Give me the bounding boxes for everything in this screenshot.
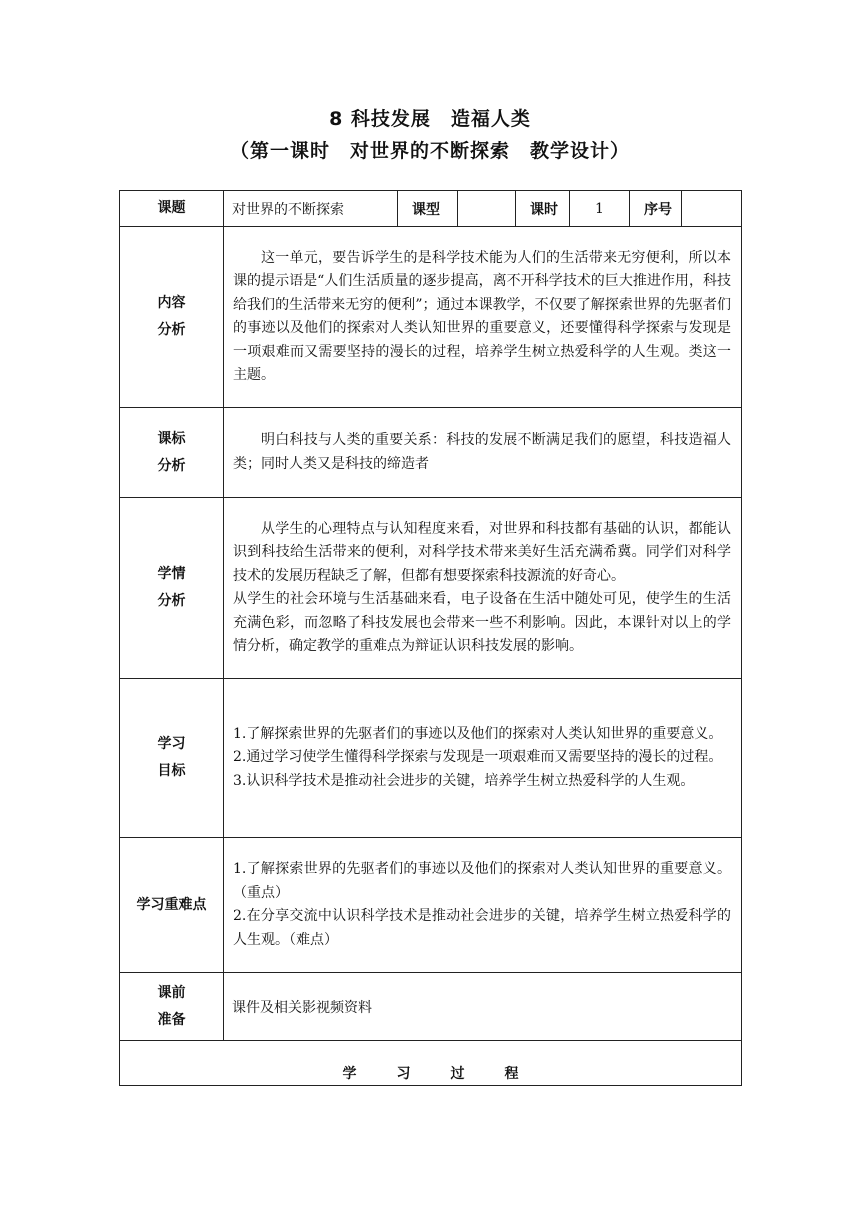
standard-analysis-row [120, 408, 742, 498]
type-label: 课型 [398, 191, 458, 227]
process-heading: 学 习 过 程 [120, 1041, 742, 1086]
key-points-label: 学习重难点 [120, 838, 224, 973]
process-row [120, 1041, 742, 1086]
page-title: 8 科技发展 造福人类 [329, 108, 531, 130]
key-point-item: 2.在分享交流中认识科学技术是推动社会进步的关键，培养学生树立热爱科学的人生观。（难点） [233, 908, 731, 948]
content-analysis-cell [224, 227, 742, 408]
content-analysis-text: 这一单元，要告诉学生的是科学技术能为人们的生活带来无穷便利，所以本课的提示语是“人们生活质量的逐步提高，离不开科学技术的巨大推进作用，科技给我们的生活带来无穷的便利”；通过本课教学，不仅要了解探索世界的先驱者们的事迹以及他们的探索对人类认知世界的重要意义，还要懂得科学探索与发现是一项艰难而又需要坚持的漫长的过程，培养学生树立热爱科学的人生观。类这一主题。 [233, 249, 731, 383]
objective-item: 3.认识科学技术是推动社会进步的关键，培养学生树立热爱科学的人生观。 [233, 772, 695, 789]
hours-label: 课时 [516, 191, 570, 227]
objectives-label: 学习 目标 [120, 679, 224, 838]
content-analysis-row [120, 227, 742, 408]
content-analysis-label: 内容 分析 [120, 227, 224, 408]
seq-value [682, 191, 742, 227]
key-point-item: 1.了解探索世界的先驱者们的事迹以及他们的探索对人类认知世界的重要意义。（重点） [233, 861, 731, 901]
key-points-cell [224, 838, 742, 973]
learner-analysis-text-2: 从学生的社会环境与生活基础来看，电子设备在生活中随处可见，使学生的生活充满色彩，而忽略了科技发展也会带来一些不利影响。因此，本课针对以上的学情分析，确定教学的重难点为辩证认识科技发展的影响。 [233, 591, 731, 654]
learner-analysis-text-1: 从学生的心理特点与认知程度来看，对世界和科技都有基础的认识，都能认识到科技给生活带来的便利，对科学技术带来美好生活充满希冀。同学们对科学技术的发展历程缺乏了解，但都有想要探索科技源流的好奇心。 [233, 520, 731, 584]
objectives-row [120, 679, 742, 838]
header-row [120, 191, 742, 227]
learner-analysis-row [120, 498, 742, 679]
lesson-plan-table [119, 190, 742, 1086]
preparation-label: 课前 准备 [120, 973, 224, 1041]
standard-analysis-label: 课标 分析 [120, 408, 224, 498]
page-subtitle: （第一课时 对世界的不断探索 教学设计） [229, 140, 630, 162]
objectives-cell [224, 679, 742, 838]
key-points-row [120, 838, 742, 973]
objective-item: 2.通过学习使学生懂得科学探索与发现是一项艰难而又需要坚持的漫长的过程。 [233, 749, 723, 766]
topic-value: 对世界的不断探索 [224, 191, 398, 227]
preparation-text: 课件及相关影视频资料 [224, 973, 742, 1041]
standard-analysis-text: 明白科技与人类的重要关系：科技的发展不断满足我们的愿望，科技造福人类；同时人类又是科技的缔造者 [233, 432, 731, 472]
topic-label: 课题 [120, 191, 224, 227]
type-value [458, 191, 516, 227]
standard-analysis-cell [224, 408, 742, 498]
objective-item: 1.了解探索世界的先驱者们的事迹以及他们的探索对人类认知世界的重要意义。 [233, 725, 723, 742]
preparation-row [120, 973, 742, 1041]
seq-label: 序号 [630, 191, 682, 227]
hours-value: 1 [570, 191, 630, 227]
learner-analysis-cell [224, 498, 742, 679]
learner-analysis-label: 学情 分析 [120, 498, 224, 679]
